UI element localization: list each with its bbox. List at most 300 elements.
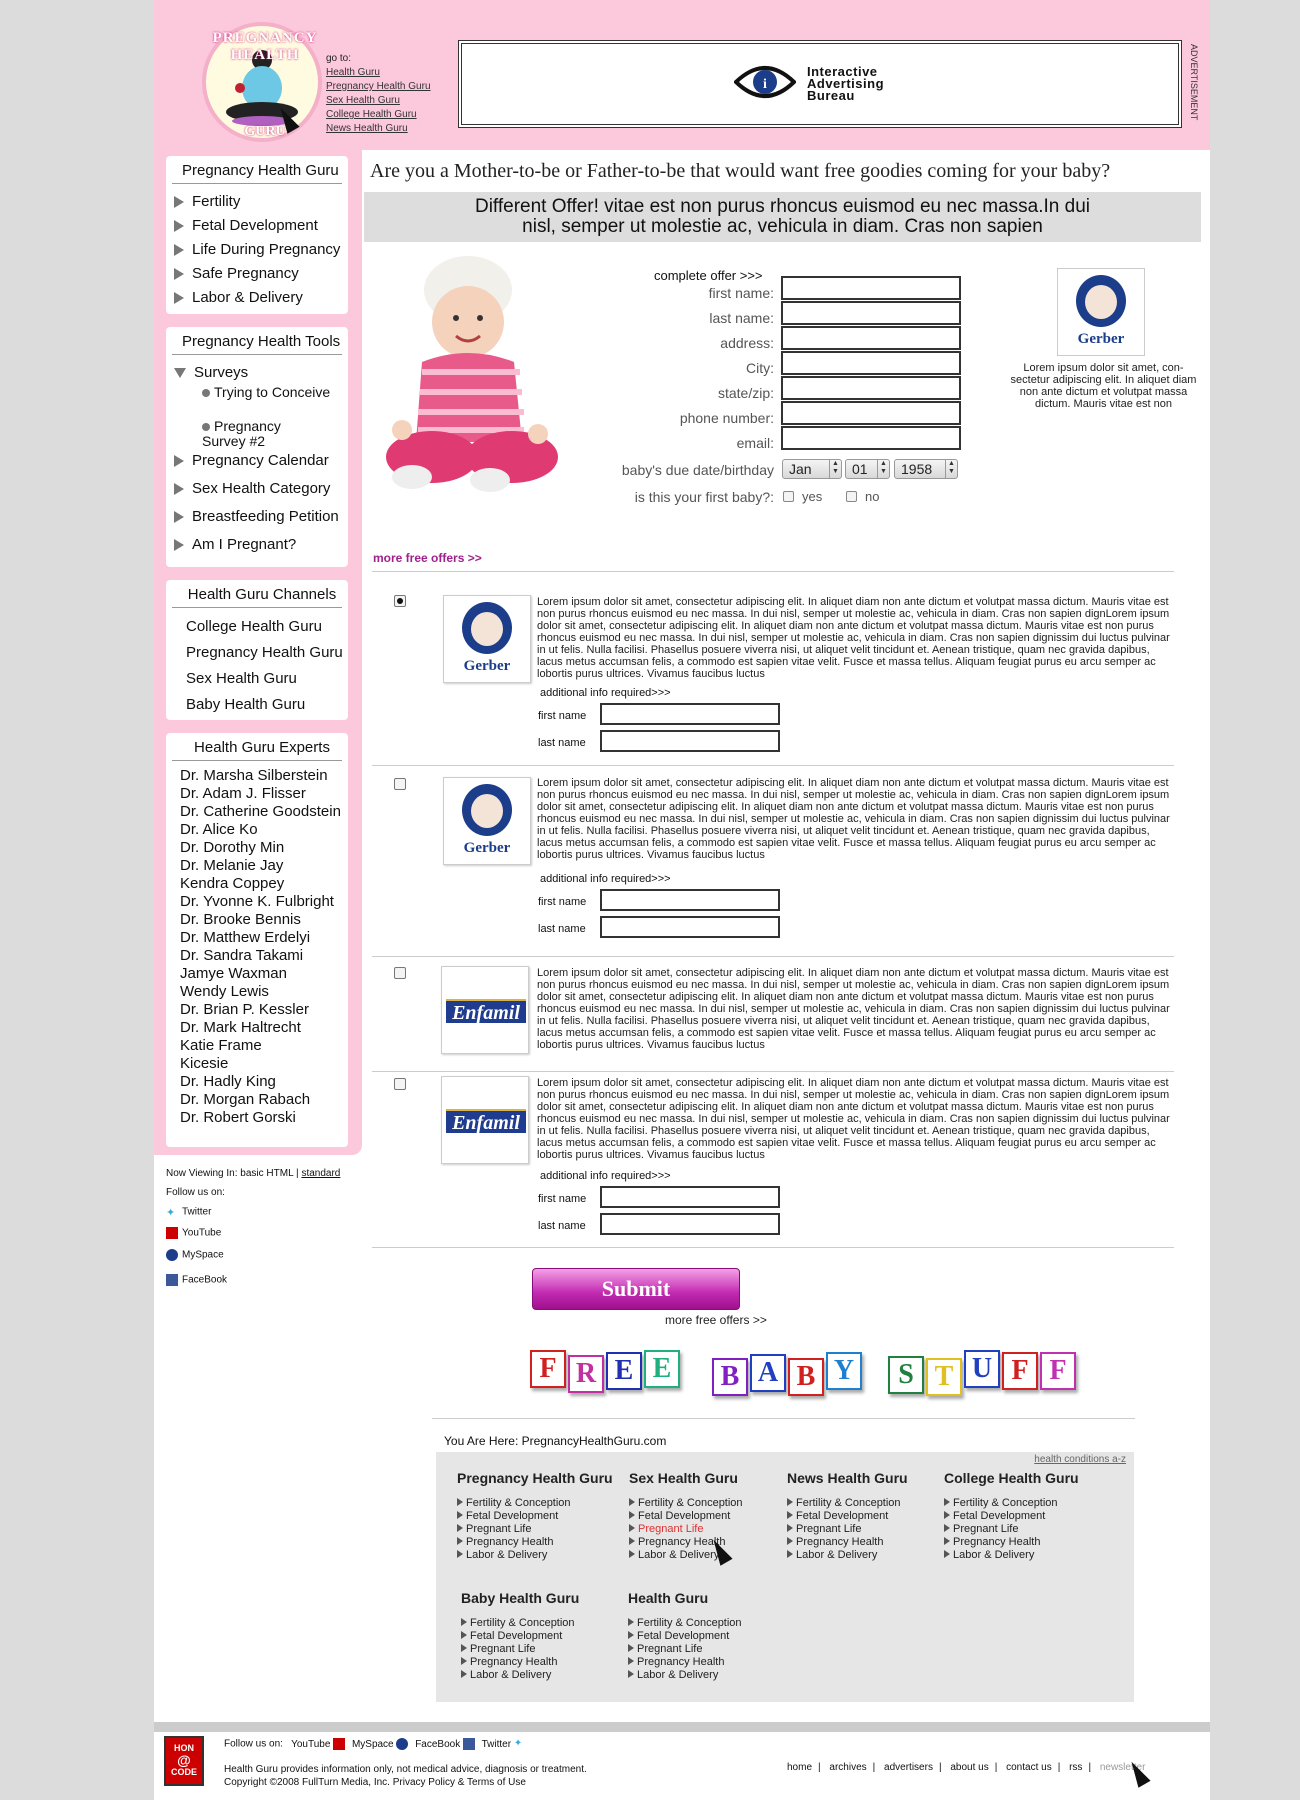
- sitemap-link-label-active: Pregnant Life: [638, 1523, 704, 1535]
- goto-link-news[interactable]: News Health Guru: [326, 123, 408, 134]
- letter-block: U: [964, 1350, 1000, 1388]
- social-label: FaceBook: [415, 1738, 461, 1750]
- expert-link[interactable]: Katie Frame: [180, 1037, 262, 1054]
- offer-1-last-name[interactable]: [600, 730, 780, 752]
- nav-item-label: Fetal Development: [192, 217, 318, 234]
- survey-label: Pregnancy Survey #2: [202, 418, 281, 449]
- phone-label: phone number:: [679, 410, 774, 426]
- footer-disclaimer: Health Guru provides information only, not medical advice, diagnosis or treatment.: [224, 1764, 587, 1775]
- logo-subtitle: GURU: [244, 124, 286, 139]
- city-field[interactable]: [781, 351, 961, 375]
- year-value: 1958: [901, 461, 933, 477]
- last-name-label: last name: [538, 1220, 586, 1232]
- nav-item-safe[interactable]: [166, 262, 348, 286]
- divider: [372, 571, 1174, 572]
- sitemap-link-label: Fetal Development: [638, 1510, 731, 1522]
- footer-myspace-link[interactable]: [352, 1739, 412, 1750]
- sitemap-link-label: Fetal Development: [637, 1630, 730, 1642]
- ad-text-line: Bureau: [807, 88, 855, 103]
- offer-line: nisl, semper ut molestie ac, vehicula in diam. Cras non sapien: [522, 216, 1043, 237]
- spinner-icon: ▲ ▼: [945, 460, 957, 478]
- triangle-icon: [461, 1618, 467, 1626]
- channel-baby[interactable]: Baby Health Guru: [186, 696, 306, 713]
- gerber-logo[interactable]: [1057, 268, 1145, 356]
- no-label: no: [865, 489, 880, 504]
- sitemap-link[interactable]: [944, 1497, 1079, 1510]
- additional-info-label: additional info required>>>: [540, 873, 671, 885]
- sitemap-column-title[interactable]: Pregnancy Health Guru: [457, 1470, 613, 1486]
- sitemap-link[interactable]: [944, 1536, 1079, 1549]
- triangle-icon: [174, 483, 184, 495]
- nav-item-label: Breastfeeding Petition: [192, 508, 339, 525]
- enfamil-label: Enfamil: [446, 999, 526, 1023]
- nav-item-surveys[interactable]: [166, 361, 348, 385]
- first-name-label: first name: [538, 710, 587, 722]
- sitemap-link-label: Fetal Development: [466, 1510, 559, 1522]
- nav-item-am-i-pregnant[interactable]: [166, 533, 348, 561]
- yes-checkbox[interactable]: [783, 491, 794, 502]
- last-name-field[interactable]: [781, 301, 961, 325]
- month-select[interactable]: [782, 459, 842, 479]
- first-name-label: first name: [538, 1193, 587, 1205]
- gerber-baby-icon: [462, 784, 512, 836]
- social-youtube[interactable]: [166, 1227, 221, 1239]
- nav-item-fetal[interactable]: [166, 214, 348, 238]
- footer-follow: [224, 1738, 530, 1750]
- sitemap-link-label: Pregnant Life: [953, 1523, 1019, 1535]
- sitemap-link-label: Pregnant Life: [466, 1523, 532, 1535]
- sitemap-column-title[interactable]: Baby Health Guru: [461, 1590, 580, 1606]
- offer-4-first-name[interactable]: [600, 1186, 780, 1208]
- address-field[interactable]: [781, 326, 961, 350]
- sitemap-column: [457, 1472, 613, 1562]
- expert-link[interactable]: Dr. Marsha Silberstein: [180, 767, 328, 784]
- health-az-link[interactable]: health conditions a-z: [1034, 1454, 1126, 1465]
- goto-links: [326, 52, 431, 136]
- sitemap-link[interactable]: [787, 1549, 908, 1562]
- footer-divider: [154, 1722, 1210, 1732]
- sitemap-link[interactable]: [457, 1536, 613, 1549]
- complete-offer-label: complete offer >>>: [654, 268, 763, 283]
- sitemap-link-label: Pregnancy Health: [637, 1656, 725, 1668]
- expert-link[interactable]: Dr. Matthew Erdelyi: [180, 929, 311, 946]
- sitemap: [436, 1452, 1134, 1702]
- breadcrumb: You Are Here: PregnancyHealthGuru.com: [444, 1434, 667, 1448]
- sitemap-link-label: Pregnancy Health: [466, 1536, 554, 1548]
- footer-link-contact[interactable]: contact us: [1006, 1762, 1052, 1773]
- sitemap-link-label: Fetal Development: [796, 1510, 889, 1522]
- triangle-icon: [787, 1537, 793, 1545]
- offer-banner: [364, 192, 1201, 242]
- expert-link[interactable]: Dr. Robert Gorski: [180, 1109, 296, 1126]
- advertisement-label: ADVERTISEMENT: [1189, 44, 1199, 121]
- sitemap-link-label: Pregnant Life: [637, 1643, 703, 1655]
- goto-link-pregnancy[interactable]: Pregnancy Health Guru: [326, 81, 431, 92]
- sitemap-link-label: Pregnant Life: [796, 1523, 862, 1535]
- enfamil-logo[interactable]: [441, 966, 529, 1054]
- viewing-label: Now Viewing In: basic HTML |: [166, 1168, 299, 1179]
- hon-code-badge[interactable]: [164, 1736, 204, 1786]
- expert-link[interactable]: Dr. Sandra Takami: [180, 947, 304, 964]
- offer-1-select[interactable]: [394, 595, 406, 607]
- more-offers-link-2[interactable]: more free offers >>: [665, 1313, 767, 1327]
- triangle-icon: [174, 244, 184, 256]
- footer: [154, 1732, 1210, 1800]
- triangle-icon: [787, 1550, 793, 1558]
- survey-conceive[interactable]: [166, 385, 348, 419]
- hon-text: CODE: [170, 1767, 197, 1777]
- sitemap-link[interactable]: [461, 1617, 579, 1630]
- divider: [372, 956, 1174, 957]
- triangle-icon: [174, 511, 184, 523]
- first-name-label: first name: [538, 896, 587, 908]
- letter-block: F: [1040, 1352, 1076, 1390]
- divider: [372, 1247, 1174, 1248]
- offer-description: Lorem ipsum dolor sit amet, consectetur adipiscing elit. In aliquet diam non ante dictum et volutpat massa dictum. Mauris vitae est non purus rhoncus euismod eu nec massa. In dui nisl, semper ut molestie ac, vehicula in diam. Cras non sapien dignLorem ipsum dolor sit amet, consectetur adipiscing elit. In aliquet diam non ante dictum et volutpat massa dictum. Mauris vitae est non purus rhoncus euismod eu nec massa. In dui nisl, semper ut molestie ac, vehicula in diam. Cras non sapien dignissim dui luctus pulvinar in ut felis. Nulla facilisi. Phasellus posuere viverra nisi, ut aliquet velit tincidunt et. Aenean tristique, quam nec gravida dapibus, lacus metus accumsan felis, a commodo est sapien vitae velit. Fusce et massa tellus. Aliquam feugiat purus eu arcu semper ac lobortis purus ultrices. Vivamus faucibus luctus: [537, 777, 1170, 861]
- sitemap-link[interactable]: [944, 1523, 1079, 1536]
- sitemap-link[interactable]: [457, 1497, 613, 1510]
- social-label: MySpace: [182, 1249, 224, 1261]
- letter-block: E: [644, 1350, 680, 1388]
- letter-block: T: [926, 1358, 962, 1396]
- social-twitter[interactable]: [166, 1206, 211, 1218]
- sitemap-link-label: Pregnancy Health: [953, 1536, 1041, 1548]
- sitemap-link[interactable]: [461, 1643, 579, 1656]
- nav-item-fertility[interactable]: [166, 190, 348, 214]
- youtube-icon: [333, 1738, 345, 1750]
- myspace-icon: [166, 1249, 178, 1261]
- twitter-icon: ✦: [513, 1738, 523, 1749]
- sitemap-link-label: Fertility & Conception: [638, 1497, 743, 1509]
- triangle-icon: [628, 1670, 634, 1678]
- nav-box-tools: [162, 323, 352, 571]
- triangle-icon: [944, 1498, 950, 1506]
- nav-item-label: Sex Health Category: [192, 480, 331, 497]
- letter-block: R: [568, 1355, 604, 1393]
- triangle-icon: [944, 1524, 950, 1532]
- page-headline: Are you a Mother-to-be or Father-to-be that would want free goodies coming for your baby?: [370, 160, 1111, 182]
- youtube-icon: [166, 1227, 178, 1239]
- social-facebook[interactable]: [166, 1274, 227, 1286]
- offer-1-first-name[interactable]: [600, 703, 780, 725]
- day-value: 01: [852, 461, 868, 477]
- bullet-icon: [202, 389, 210, 397]
- nav-item-calendar[interactable]: [166, 449, 348, 477]
- sitemap-link-label: Labor & Delivery: [470, 1669, 552, 1681]
- sitemap-column-title[interactable]: News Health Guru: [787, 1470, 908, 1486]
- sitemap-link[interactable]: [787, 1523, 908, 1536]
- footer-nav: home | archives | advertisers | about us | contact us | rss | newsletter: [787, 1762, 1146, 1773]
- nav-item-sex-health[interactable]: [166, 477, 348, 505]
- social-label: Twitter: [481, 1738, 512, 1750]
- offer-description: Lorem ipsum dolor sit amet, consectetur adipiscing elit. In aliquet diam non ante dictum et volutpat massa dictum. Mauris vitae est non purus rhoncus euismod eu nec massa. In dui nisl, semper ut molestie ac, vehicula in diam. Cras non sapien dignLorem ipsum dolor sit amet, consectetur adipiscing elit. In aliquet diam non ante dictum et volutpat massa dictum. Mauris vitae est non purus rhoncus euismod eu nec massa. In dui nisl, semper ut molestie ac, vehicula in diam. Cras non sapien dignissim dui luctus pulvinar in ut felis. Nulla facilisi. Phasellus posuere viverra nisi, ut aliquet velit tincidunt et. Aenean tristique, quam nec gravida dapibus, lacus metus accumsan felis, a commodo est sapien vitae velit. Fusce et massa tellus. Aliquam feugiat purus eu arcu semper ac lobortis purus ultrices. Vivamus faucibus luctus: [537, 1077, 1170, 1161]
- first-name-label: first name:: [708, 285, 774, 301]
- sitemap-link-label: Labor & Delivery: [796, 1549, 878, 1561]
- sitemap-link[interactable]: [944, 1549, 1079, 1562]
- expert-link[interactable]: Dr. Mark Haltrecht: [180, 1019, 301, 1036]
- gerber-baby-icon: [462, 602, 512, 654]
- more-offers-link[interactable]: more free offers >>: [373, 551, 482, 565]
- sitemap-column: [628, 1592, 742, 1682]
- sitemap-link-label: Fertility & Conception: [466, 1497, 571, 1509]
- channel-college[interactable]: College Health Guru: [186, 618, 322, 635]
- follow-label: Follow us on:: [224, 1738, 283, 1750]
- triangle-icon: [628, 1618, 634, 1626]
- sitemap-link-label: Labor & Delivery: [637, 1669, 719, 1681]
- nav-item-label: Fertility: [192, 193, 241, 210]
- footer-link-rss[interactable]: rss: [1069, 1762, 1083, 1773]
- email-field[interactable]: [781, 426, 961, 450]
- triangle-icon: [944, 1511, 950, 1519]
- expert-link[interactable]: Dr. Brooke Bennis: [180, 911, 301, 928]
- offer-line: Different Offer! vitae est non purus rhoncus euismod eu nec massa.In dui: [474, 196, 1091, 217]
- expert-link[interactable]: Wendy Lewis: [180, 983, 269, 1000]
- sitemap-link-label: Fertility & Conception: [953, 1497, 1058, 1509]
- expert-link[interactable]: Kendra Coppey: [180, 875, 285, 892]
- offer-description: Lorem ipsum dolor sit amet, consectetur adipiscing elit. In aliquet diam non ante dictum et volutpat massa dictum. Mauris vitae est non purus rhoncus euismod eu nec massa. In dui nisl, semper ut molestie ac, vehicula in diam. Cras non sapien dignLorem ipsum dolor sit amet, consectetur adipiscing elit. In aliquet diam non ante dictum et volutpat massa dictum. Mauris vitae est non purus rhoncus euismod eu nec massa. In dui nisl, semper ut molestie ac, vehicula in diam. Cras non sapien dignissim dui luctus pulvinar in ut felis. Nulla facilisi. Phasellus posuere viverra nisi, ut aliquet velit tincidunt et. Aenean tristique, quam nec gravida dapibus, lacus metus accumsan felis, a commodo est sapien vitae velit. Fusce et massa tellus. Aliquam feugiat purus eu arcu semper ac lobortis purus ultrices. Vivamus faucibus luctus: [537, 596, 1170, 680]
- sitemap-link-label: Fetal Development: [470, 1630, 563, 1642]
- triangle-icon: [457, 1550, 463, 1558]
- triangle-icon: [629, 1511, 635, 1519]
- nav-box-experts: [162, 729, 352, 1151]
- follow-label: Follow us on:: [166, 1187, 225, 1198]
- triangle-icon: [457, 1511, 463, 1519]
- bullet-icon: [202, 423, 210, 431]
- sitemap-link[interactable]: [787, 1510, 908, 1523]
- sitemap-link-label: Pregnancy Health: [470, 1656, 558, 1668]
- sponsor-description: Lorem ipsum dolor sit amet, con-sectetur adipiscing elit. In aliquet diam non ante dictum et volutpat massa dictum. Mauris vitae est non: [1010, 362, 1197, 410]
- nav-item-label: Am I Pregnant?: [192, 536, 297, 553]
- nav-box-pregnancy: [162, 152, 352, 318]
- gerber-label: Gerber: [1077, 331, 1125, 347]
- triangle-icon: [629, 1550, 635, 1558]
- social-label: MySpace: [351, 1738, 394, 1750]
- offer-2-first-name[interactable]: [600, 889, 780, 911]
- triangle-icon: [629, 1498, 635, 1506]
- no-checkbox[interactable]: [846, 491, 857, 502]
- offer-4-select[interactable]: [394, 1078, 406, 1090]
- letter-block: B: [712, 1358, 748, 1396]
- triangle-icon: [787, 1498, 793, 1506]
- sitemap-column-title[interactable]: College Health Guru: [944, 1470, 1079, 1486]
- nav-box-title: Health Guru Channels: [172, 580, 342, 608]
- enfamil-label: Enfamil: [446, 1109, 526, 1133]
- letter-block: F: [1002, 1352, 1038, 1390]
- sitemap-link[interactable]: [457, 1523, 613, 1536]
- expert-link[interactable]: Dr. Dorothy Min: [180, 839, 285, 856]
- nav-item-label: Labor & Delivery: [192, 289, 303, 306]
- ad-text-line: Interactive: [807, 64, 878, 79]
- nav-item-labor[interactable]: [166, 286, 348, 310]
- sitemap-link-label: Fertility & Conception: [796, 1497, 901, 1509]
- nav-box-title: Health Guru Experts: [172, 733, 342, 761]
- letter-block: B: [788, 1358, 824, 1396]
- sitemap-link-label: Labor & Delivery: [953, 1549, 1035, 1561]
- goto-link-college[interactable]: College Health Guru: [326, 109, 417, 120]
- triangle-icon: [944, 1550, 950, 1558]
- phone-field[interactable]: [781, 401, 961, 425]
- sitemap-link[interactable]: [629, 1510, 743, 1523]
- expert-link[interactable]: Dr. Morgan Rabach: [180, 1091, 311, 1108]
- sitemap-link-label: Fertility & Conception: [637, 1617, 742, 1629]
- expert-link[interactable]: Dr. Adam J. Flisser: [180, 785, 306, 802]
- sitemap-link[interactable]: [628, 1643, 742, 1656]
- social-myspace[interactable]: [166, 1249, 224, 1261]
- submit-button[interactable]: Submit: [532, 1268, 740, 1310]
- letter-block: Y: [826, 1352, 862, 1390]
- state-zip-field[interactable]: [781, 376, 961, 400]
- hon-text: HON: [174, 1743, 194, 1753]
- hon-text: @: [177, 1752, 191, 1768]
- sitemap-link[interactable]: [628, 1669, 742, 1682]
- ad-text-line: Advertising: [807, 76, 885, 91]
- offer-2-last-name[interactable]: [600, 916, 780, 938]
- sitemap-link[interactable]: [457, 1549, 613, 1562]
- sitemap-column: [461, 1592, 579, 1682]
- triangle-icon: [787, 1524, 793, 1532]
- footer-link-advertisers[interactable]: advertisers: [884, 1762, 933, 1773]
- sitemap-link-label: Fertility & Conception: [470, 1617, 575, 1629]
- first-baby-label: is this your first baby?:: [634, 489, 774, 505]
- footer-link-archives[interactable]: archives: [829, 1762, 867, 1773]
- nav-item-label: Surveys: [194, 364, 249, 381]
- offer-4-last-name[interactable]: [600, 1213, 780, 1235]
- offer-2-select[interactable]: [394, 778, 406, 790]
- sitemap-link-label: Pregnant Life: [470, 1643, 536, 1655]
- sitemap-link[interactable]: [461, 1669, 579, 1682]
- twitter-icon: ✦: [166, 1207, 176, 1219]
- triangle-down-icon: [174, 368, 186, 378]
- divider: [432, 1418, 1135, 1419]
- due-date-label: baby's due date/birthday: [621, 462, 774, 478]
- sitemap-link[interactable]: [628, 1617, 742, 1630]
- expert-link[interactable]: Dr. Brian P. Kessler: [180, 1001, 309, 1018]
- expert-link[interactable]: Dr. Catherine Goodstein: [180, 803, 341, 820]
- offer-3-select[interactable]: [394, 967, 406, 979]
- channel-pregnancy[interactable]: Pregnancy Health Guru: [186, 644, 343, 661]
- sitemap-link[interactable]: [944, 1510, 1079, 1523]
- ad-banner[interactable]: [458, 40, 1182, 128]
- nav-item-breastfeeding[interactable]: [166, 505, 348, 533]
- social-label: YouTube: [291, 1738, 331, 1750]
- sitemap-link[interactable]: [461, 1630, 579, 1643]
- standard-link[interactable]: standard: [301, 1168, 341, 1179]
- triangle-icon: [628, 1644, 634, 1652]
- nav-item-label: Safe Pregnancy: [192, 265, 299, 282]
- footer-facebook-link[interactable]: [415, 1739, 479, 1750]
- goto-link-health-guru[interactable]: Health Guru: [326, 67, 380, 78]
- sitemap-link[interactable]: [628, 1656, 742, 1669]
- year-select[interactable]: [894, 459, 958, 479]
- sitemap-column: [787, 1472, 908, 1562]
- goto-link-sex[interactable]: Sex Health Guru: [326, 95, 400, 106]
- sitemap-link-label: Pregnancy Health: [796, 1536, 884, 1548]
- goto-label: go to:: [326, 53, 352, 64]
- nav-box-title: Pregnancy Health Tools: [172, 327, 342, 355]
- triangle-icon: [629, 1524, 635, 1532]
- footer-youtube-link[interactable]: [291, 1739, 349, 1750]
- divider: [372, 1071, 1174, 1072]
- triangle-icon: [629, 1537, 635, 1545]
- sitemap-link[interactable]: [629, 1523, 743, 1536]
- iab-eye-icon: [734, 60, 796, 104]
- expert-link[interactable]: Dr. Hadly King: [180, 1073, 276, 1090]
- triangle-icon: [174, 539, 184, 551]
- footer-link-newsletter[interactable]: newsletter: [1099, 1762, 1146, 1773]
- spinner-icon: ▲ ▼: [877, 460, 889, 478]
- footer-link-about[interactable]: about us: [950, 1762, 989, 1773]
- sitemap-column-title[interactable]: Health Guru: [628, 1590, 709, 1606]
- nav-box-title: Pregnancy Health Guru: [172, 156, 342, 184]
- nav-item-life[interactable]: [166, 238, 348, 262]
- first-name-field[interactable]: [781, 276, 961, 300]
- additional-info-label: additional info required>>>: [540, 687, 671, 699]
- sitemap-link[interactable]: [628, 1630, 742, 1643]
- gerber-label: Gerber: [463, 658, 511, 674]
- sitemap-link[interactable]: [787, 1497, 908, 1510]
- sitemap-link[interactable]: [787, 1536, 908, 1549]
- expert-link[interactable]: Dr. Melanie Jay: [180, 857, 284, 874]
- letter-block: F: [530, 1350, 566, 1388]
- nav-box-channels: [162, 576, 352, 724]
- state-zip-label: state/zip:: [717, 385, 774, 401]
- myspace-icon: [396, 1738, 408, 1750]
- social-label: YouTube: [182, 1227, 222, 1239]
- header: [154, 0, 1210, 150]
- sitemap-link[interactable]: [457, 1510, 613, 1523]
- triangle-icon: [457, 1498, 463, 1506]
- channel-sex[interactable]: Sex Health Guru: [186, 670, 297, 687]
- triangle-icon: [628, 1657, 634, 1665]
- last-name-label: last name: [538, 737, 586, 749]
- yes-label: yes: [802, 489, 823, 504]
- offer-description: Lorem ipsum dolor sit amet, consectetur adipiscing elit. In aliquet diam non ante dictum et volutpat massa dictum. Mauris vitae est non purus rhoncus euismod eu nec massa. In dui nisl, semper ut molestie ac, vehicula in diam. Cras non sapien dignLorem ipsum dolor sit amet, consectetur adipiscing elit. In aliquet diam non ante dictum et volutpat massa dictum. Mauris vitae est non purus rhoncus euismod eu nec massa. In dui nisl, semper ut molestie ac, vehicula in diam. Cras non sapien dignissim dui luctus pulvinar in ut felis. Nulla facilisi. Phasellus posuere viverra nisi, ut aliquet velit tincidunt et. Aenean tristique, quam nec gravida dapibus, lacus metus accumsan felis, a commodo est sapien vitae velit. Fusce et massa tellus. Aliquam feugiat purus eu arcu semper ac lobortis purus ultrices. Vivamus faucibus luctus: [537, 967, 1170, 1051]
- footer-link-home[interactable]: home: [787, 1762, 813, 1773]
- additional-info-label: additional info required>>>: [540, 1170, 671, 1182]
- ad-text: [807, 66, 884, 102]
- sitemap-column: [944, 1472, 1079, 1562]
- email-label: email:: [736, 435, 774, 451]
- sitemap-link[interactable]: [629, 1497, 743, 1510]
- footer-twitter-link[interactable]: [482, 1739, 530, 1750]
- page: [154, 0, 1210, 1800]
- sitemap-column-title[interactable]: Sex Health Guru: [629, 1470, 738, 1486]
- expert-link[interactable]: Dr. Yvonne K. Fulbright: [180, 893, 334, 910]
- enfamil-logo[interactable]: [441, 1076, 529, 1164]
- social-label: FaceBook: [182, 1274, 228, 1286]
- triangle-icon: [457, 1524, 463, 1532]
- survey-2[interactable]: [166, 419, 316, 449]
- gerber-logo[interactable]: [443, 595, 531, 683]
- nav-item-label: Life During Pregnancy: [192, 241, 341, 258]
- triangle-icon: [461, 1670, 467, 1678]
- city-label: City:: [746, 360, 774, 376]
- expert-link[interactable]: Kicesie: [180, 1055, 229, 1072]
- day-select[interactable]: [845, 459, 890, 479]
- gerber-logo[interactable]: [443, 777, 531, 865]
- expert-link[interactable]: Dr. Alice Ko: [180, 821, 258, 838]
- triangle-icon: [174, 220, 184, 232]
- expert-link[interactable]: Jamye Waxman: [180, 965, 287, 982]
- baby-photo: [372, 252, 572, 497]
- letter-block: S: [888, 1356, 924, 1394]
- footer-copyright[interactable]: Copyright ©2008 FullTurn Media, Inc. Privacy Policy & Terms of Use: [224, 1777, 526, 1788]
- triangle-icon: [174, 455, 184, 467]
- triangle-icon: [174, 268, 184, 280]
- triangle-icon: [944, 1537, 950, 1545]
- sitemap-link[interactable]: [461, 1656, 579, 1669]
- sitemap-link-label: Labor & Delivery: [638, 1549, 720, 1561]
